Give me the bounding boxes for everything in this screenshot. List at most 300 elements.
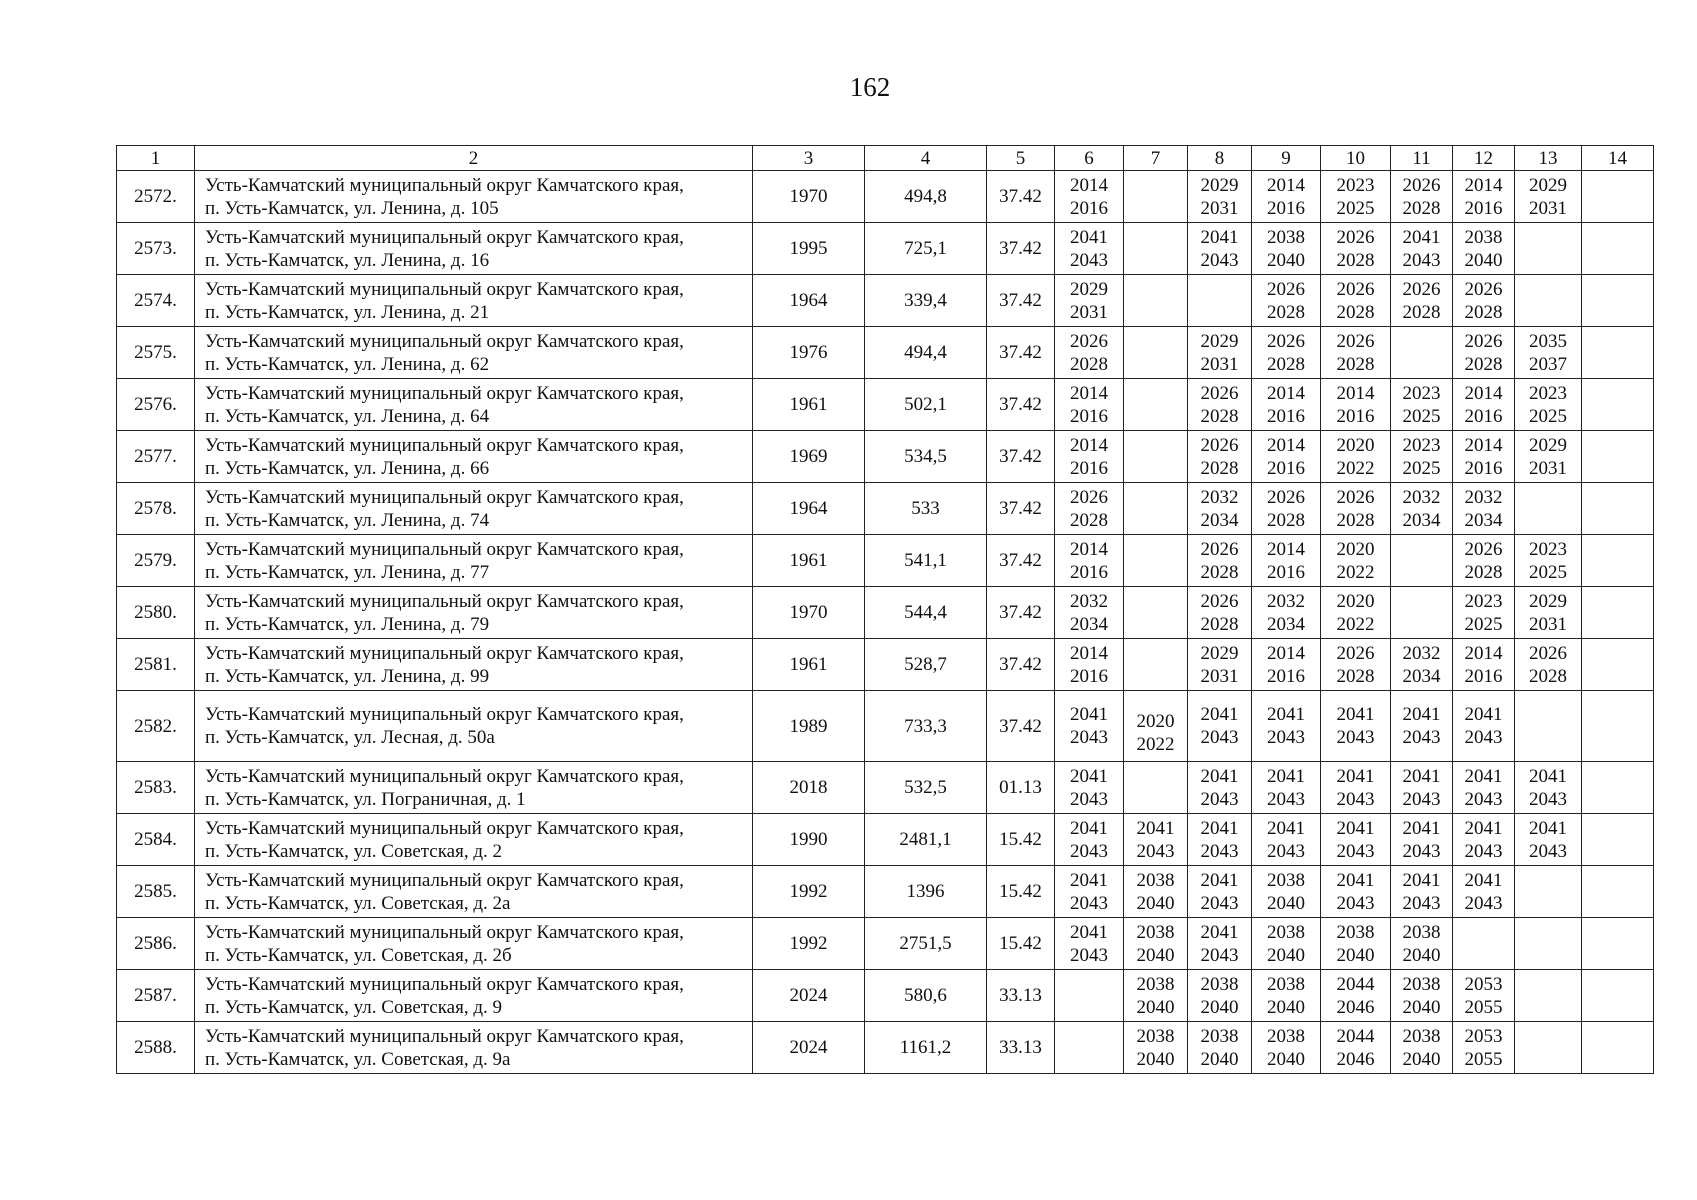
period-year: 2041: [1529, 765, 1567, 787]
period-year: 2014: [1070, 434, 1108, 456]
period-year: 2040: [1402, 1048, 1441, 1070]
year-cell: 1961: [753, 639, 865, 691]
period-year: 2016: [1070, 665, 1108, 687]
period-year: 2043: [1200, 788, 1239, 810]
period-cell-c11: [1391, 535, 1453, 587]
period-year: 2028: [1267, 301, 1305, 323]
period-year: 2028: [1200, 561, 1239, 583]
period-year: 2028: [1402, 301, 1441, 323]
period-year: 2043: [1200, 892, 1239, 914]
table-row: [117, 223, 1654, 275]
period-cell-c10: [1321, 691, 1391, 762]
row-number-cell: 2584.: [117, 814, 195, 866]
period-range: [1201, 174, 1239, 220]
period-cell-c7: [1124, 379, 1188, 431]
period-cell-c14: [1582, 483, 1654, 535]
period-year: 2038: [1267, 921, 1305, 943]
period-year: 2038: [1402, 921, 1441, 943]
period-cell-c14: [1582, 866, 1654, 918]
period-year: 2014: [1464, 174, 1503, 196]
period-year: 2029: [1200, 330, 1239, 352]
period-cell-c12: [1453, 814, 1515, 866]
period-cell-c8: [1188, 691, 1252, 762]
row-number-cell: 2582.: [117, 691, 195, 762]
period-cell-c6: [1055, 223, 1124, 275]
period-year: 2038: [1336, 921, 1375, 943]
period-cell-c11: [1391, 639, 1453, 691]
code-cell: 15.42: [987, 918, 1055, 970]
period-year: 2041: [1200, 817, 1239, 839]
period-range: [1070, 817, 1108, 863]
address-line: Усть-Камчатский муниципальный округ Камчатского края,: [205, 174, 684, 196]
period-cell-c9: [1252, 814, 1321, 866]
code-cell: 37.42: [987, 379, 1055, 431]
period-range: [1529, 330, 1567, 376]
period-year: 2043: [1402, 892, 1441, 914]
period-year: 2026: [1200, 382, 1239, 404]
period-year: 2028: [1267, 509, 1305, 531]
period-cell-c7: [1124, 866, 1188, 918]
period-year: 2040: [1267, 1048, 1305, 1070]
period-year: 2023: [1402, 434, 1441, 456]
area-cell: 1396: [865, 866, 987, 918]
period-year: 2038: [1136, 921, 1175, 943]
period-cell-c6: [1055, 814, 1124, 866]
area-cell: 533: [865, 483, 987, 535]
period-range: [1267, 765, 1305, 811]
year-cell: 1961: [753, 379, 865, 431]
address-cell: [195, 762, 753, 814]
period-year: 2032: [1070, 590, 1108, 612]
period-year: 2041: [1070, 817, 1108, 839]
column-header: 3: [753, 146, 865, 171]
period-range: [1267, 590, 1305, 636]
period-cell-c13: [1515, 535, 1582, 587]
period-year: 2041: [1267, 765, 1305, 787]
period-year: 2043: [1136, 840, 1175, 862]
column-header: 6: [1055, 146, 1124, 171]
table-row: [117, 535, 1654, 587]
period-range: [1201, 538, 1239, 584]
code-cell: 37.42: [987, 275, 1055, 327]
period-range: [1201, 590, 1239, 636]
period-range: [1201, 869, 1239, 915]
period-year: 2014: [1070, 538, 1108, 560]
address-line: Усть-Камчатский муниципальный округ Камчатского края,: [205, 382, 684, 404]
period-cell-c7: [1124, 431, 1188, 483]
code-cell: 37.42: [987, 587, 1055, 639]
period-year: 2034: [1200, 509, 1239, 531]
period-cell-c9: [1252, 431, 1321, 483]
period-cell-c6: [1055, 483, 1124, 535]
period-range: [1529, 538, 1567, 584]
period-year: 2016: [1464, 665, 1503, 687]
address-line: п. Усть-Камчатск, ул. Ленина, д. 21: [205, 301, 490, 323]
address-cell: [195, 171, 753, 223]
row-number-cell: 2580.: [117, 587, 195, 639]
period-year: 2041: [1464, 817, 1503, 839]
period-cell-c7: [1124, 327, 1188, 379]
period-year: 2041: [1070, 921, 1108, 943]
period-year: 2043: [1070, 788, 1108, 810]
period-year: 2038: [1267, 973, 1305, 995]
period-range: [1070, 642, 1108, 688]
period-year: 2014: [1267, 642, 1305, 664]
period-range: [1201, 226, 1239, 272]
period-cell-c14: [1582, 762, 1654, 814]
period-cell-c14: [1582, 587, 1654, 639]
period-range: [1070, 278, 1108, 324]
period-cell-c6: [1055, 1022, 1124, 1074]
period-year: 2043: [1070, 727, 1108, 748]
period-year: 2055: [1464, 996, 1503, 1018]
code-cell: 37.42: [987, 171, 1055, 223]
period-cell-c8: [1188, 1022, 1252, 1074]
code-cell: 15.42: [987, 866, 1055, 918]
code-cell: 01.13: [987, 762, 1055, 814]
column-header: 13: [1515, 146, 1582, 171]
address-line: Усть-Камчатский муниципальный округ Камчатского края,: [205, 921, 684, 943]
period-year: 2014: [1464, 382, 1503, 404]
address-line: Усть-Камчатский муниципальный округ Камчатского края,: [205, 704, 684, 725]
period-year: 2043: [1529, 788, 1567, 810]
period-cell-c12: [1453, 866, 1515, 918]
period-range: [1465, 434, 1503, 480]
period-year: 2026: [1070, 330, 1108, 352]
period-year: 2046: [1336, 1048, 1375, 1070]
table-row: [117, 762, 1654, 814]
period-range: [1267, 1025, 1305, 1071]
period-year: 2041: [1200, 704, 1239, 725]
period-year: 2026: [1464, 278, 1503, 300]
address-line: п. Усть-Камчатск, ул. Ленина, д. 79: [205, 613, 490, 635]
address-cell: [195, 431, 753, 483]
address-line: п. Усть-Камчатск, ул. Ленина, д. 105: [205, 197, 499, 219]
address-cell: [195, 814, 753, 866]
year-cell: 1964: [753, 483, 865, 535]
period-range: [1337, 174, 1375, 220]
period-cell-c7: [1124, 814, 1188, 866]
period-range: [1337, 434, 1375, 480]
period-range: [1465, 382, 1503, 428]
period-range: [1267, 330, 1305, 376]
period-cell-c13: [1515, 431, 1582, 483]
period-range: [1403, 174, 1441, 220]
area-cell: 2481,1: [865, 814, 987, 866]
period-year: 2014: [1070, 642, 1108, 664]
year-cell: 1976: [753, 327, 865, 379]
period-year: 2041: [1402, 817, 1441, 839]
period-cell-c10: [1321, 275, 1391, 327]
period-year: 2038: [1267, 1025, 1305, 1047]
year-cell: 1989: [753, 691, 865, 762]
row-number-cell: 2577.: [117, 431, 195, 483]
period-cell-c8: [1188, 171, 1252, 223]
period-cell-c12: [1453, 762, 1515, 814]
period-cell-c9: [1252, 866, 1321, 918]
address-line: п. Усть-Камчатск, ул. Советская, д. 9а: [205, 1048, 511, 1070]
period-range: [1337, 590, 1375, 636]
period-year: 2016: [1070, 197, 1108, 219]
year-cell: 1992: [753, 866, 865, 918]
period-year: 2038: [1402, 973, 1441, 995]
table-row: [117, 483, 1654, 535]
period-cell-c12: [1453, 379, 1515, 431]
period-year: 2023: [1529, 382, 1567, 404]
period-year: 2025: [1529, 561, 1567, 583]
address-line: Усть-Камчатский муниципальный округ Камчатского края,: [205, 486, 684, 508]
year-cell: 1964: [753, 275, 865, 327]
period-range: [1070, 330, 1108, 376]
period-cell-c6: [1055, 327, 1124, 379]
period-year: 2041: [1402, 226, 1441, 248]
period-year: 2014: [1267, 174, 1305, 196]
period-year: 2040: [1267, 249, 1305, 271]
period-year: 2016: [1267, 665, 1305, 687]
period-cell-c10: [1321, 1022, 1391, 1074]
period-cell-c14: [1582, 970, 1654, 1022]
period-range: [1070, 226, 1108, 272]
period-year: 2040: [1402, 996, 1441, 1018]
address-line: п. Усть-Камчатск, ул. Советская, д. 2: [205, 840, 503, 862]
period-cell-c9: [1252, 691, 1321, 762]
period-range: [1201, 486, 1239, 532]
period-cell-c7: [1124, 535, 1188, 587]
period-range: [1201, 973, 1239, 1019]
row-number-cell: 2578.: [117, 483, 195, 535]
period-cell-c10: [1321, 171, 1391, 223]
period-year: 2026: [1267, 330, 1305, 352]
period-year: 2034: [1070, 613, 1108, 635]
period-cell-c8: [1188, 918, 1252, 970]
period-year: 2028: [1336, 665, 1375, 687]
period-year: 2020: [1336, 434, 1375, 456]
period-cell-c6: [1055, 171, 1124, 223]
period-cell-c11: [1391, 431, 1453, 483]
period-cell-c10: [1321, 639, 1391, 691]
address-cell: [195, 535, 753, 587]
period-cell-c10: [1321, 762, 1391, 814]
address-cell: [195, 379, 753, 431]
period-year: 2031: [1200, 665, 1239, 687]
period-year: 2026: [1267, 278, 1305, 300]
period-cell-c7: [1124, 275, 1188, 327]
period-cell-c7: [1124, 223, 1188, 275]
period-range: [1529, 590, 1567, 636]
row-number-cell: 2576.: [117, 379, 195, 431]
period-year: 2041: [1402, 704, 1441, 725]
area-cell: 502,1: [865, 379, 987, 431]
period-cell-c14: [1582, 379, 1654, 431]
period-year: 2028: [1200, 457, 1239, 479]
table-row: [117, 1022, 1654, 1074]
period-year: 2043: [1200, 727, 1239, 748]
period-cell-c10: [1321, 587, 1391, 639]
period-cell-c8: [1188, 535, 1252, 587]
period-range: [1070, 921, 1108, 967]
area-cell: 339,4: [865, 275, 987, 327]
period-year: 2037: [1529, 353, 1567, 375]
period-range: [1403, 642, 1441, 688]
area-cell: 1161,2: [865, 1022, 987, 1074]
period-cell-c13: [1515, 327, 1582, 379]
period-cell-c9: [1252, 223, 1321, 275]
table-row: [117, 970, 1654, 1022]
column-header: 2: [195, 146, 753, 171]
row-number-cell: 2586.: [117, 918, 195, 970]
period-range: [1529, 174, 1567, 220]
period-year: 2043: [1464, 788, 1503, 810]
period-year: 2022: [1136, 734, 1175, 755]
period-range: [1465, 486, 1503, 532]
period-year: 2026: [1336, 330, 1375, 352]
period-year: 2028: [1200, 405, 1239, 427]
period-year: 2016: [1267, 197, 1305, 219]
period-cell-c8: [1188, 639, 1252, 691]
address-line: п. Усть-Камчатск, ул. Ленина, д. 62: [205, 353, 490, 375]
period-year: 2026: [1070, 486, 1108, 508]
period-year: 2028: [1464, 353, 1503, 375]
period-range: [1337, 382, 1375, 428]
period-year: 2034: [1267, 613, 1305, 635]
period-range: [1070, 382, 1108, 428]
period-range: [1465, 330, 1503, 376]
row-number-cell: 2585.: [117, 866, 195, 918]
period-range: [1267, 642, 1305, 688]
period-year: 2040: [1200, 1048, 1239, 1070]
period-range: [1465, 226, 1503, 272]
period-year: 2043: [1402, 788, 1441, 810]
period-year: 2035: [1529, 330, 1567, 352]
period-year: 2040: [1267, 996, 1305, 1018]
period-year: 2041: [1070, 869, 1108, 891]
period-cell-c14: [1582, 814, 1654, 866]
period-range: [1465, 538, 1503, 584]
period-cell-c13: [1515, 866, 1582, 918]
period-year: 2038: [1200, 973, 1239, 995]
period-cell-c11: [1391, 327, 1453, 379]
period-range: [1070, 486, 1108, 532]
area-cell: 494,4: [865, 327, 987, 379]
period-cell-c11: [1391, 762, 1453, 814]
year-cell: 1990: [753, 814, 865, 866]
period-year: 2028: [1336, 301, 1375, 323]
period-cell-c10: [1321, 866, 1391, 918]
period-year: 2040: [1136, 892, 1175, 914]
address-cell: [195, 866, 753, 918]
table-row: [117, 379, 1654, 431]
period-range: [1267, 703, 1305, 749]
period-range: [1403, 486, 1441, 532]
period-cell-c13: [1515, 223, 1582, 275]
period-year: 2041: [1070, 704, 1108, 725]
address-cell: [195, 639, 753, 691]
period-cell-c9: [1252, 535, 1321, 587]
period-year: 2016: [1070, 561, 1108, 583]
period-cell-c14: [1582, 918, 1654, 970]
period-year: 2043: [1070, 249, 1108, 271]
area-cell: 534,5: [865, 431, 987, 483]
area-cell: 725,1: [865, 223, 987, 275]
address-line: п. Усть-Камчатск, ул. Советская, д. 2б: [205, 944, 512, 966]
period-year: 2043: [1529, 840, 1567, 862]
period-year: 2038: [1136, 869, 1175, 891]
column-header: 7: [1124, 146, 1188, 171]
period-cell-c6: [1055, 639, 1124, 691]
period-cell-c11: [1391, 970, 1453, 1022]
area-cell: 733,3: [865, 691, 987, 762]
area-cell: 2751,5: [865, 918, 987, 970]
period-year: 2026: [1336, 226, 1375, 248]
period-year: 2014: [1464, 434, 1503, 456]
period-year: 2014: [1267, 434, 1305, 456]
period-year: 2025: [1402, 457, 1441, 479]
address-line: п. Усть-Камчатск, ул. Ленина, д. 77: [205, 561, 490, 583]
address-cell: [195, 275, 753, 327]
period-cell-c13: [1515, 1022, 1582, 1074]
period-year: 2020: [1336, 538, 1375, 560]
period-range: [1403, 765, 1441, 811]
period-range: [1465, 817, 1503, 863]
period-range: [1403, 869, 1441, 915]
period-cell-c13: [1515, 639, 1582, 691]
period-range: [1465, 973, 1503, 1019]
period-cell-c7: [1124, 691, 1188, 762]
period-range: [1201, 921, 1239, 967]
period-year: 2028: [1200, 613, 1239, 635]
period-year: 2043: [1336, 840, 1375, 862]
period-cell-c10: [1321, 223, 1391, 275]
period-range: [1137, 921, 1175, 967]
period-year: 2023: [1336, 174, 1375, 196]
period-cell-c12: [1453, 275, 1515, 327]
period-year: 2043: [1200, 840, 1239, 862]
table-row: [117, 918, 1654, 970]
period-range: [1465, 869, 1503, 915]
period-year: 2026: [1336, 278, 1375, 300]
period-cell-c11: [1391, 223, 1453, 275]
period-cell-c14: [1582, 327, 1654, 379]
address-line: п. Усть-Камчатск, ул. Пограничная, д. 1: [205, 788, 526, 810]
period-range: [1201, 434, 1239, 480]
code-cell: 37.42: [987, 327, 1055, 379]
period-year: 2031: [1529, 197, 1567, 219]
period-cell-c11: [1391, 171, 1453, 223]
year-cell: 1995: [753, 223, 865, 275]
period-year: 2022: [1336, 457, 1375, 479]
period-cell-c11: [1391, 275, 1453, 327]
period-year: 2043: [1200, 944, 1239, 966]
period-year: 2022: [1336, 613, 1375, 635]
period-year: 2041: [1070, 765, 1108, 787]
period-year: 2043: [1070, 944, 1108, 966]
period-range: [1070, 434, 1108, 480]
period-range: [1529, 765, 1567, 811]
column-header: 10: [1321, 146, 1391, 171]
period-year: 2040: [1336, 944, 1375, 966]
period-year: 2053: [1464, 973, 1503, 995]
period-range: [1267, 869, 1305, 915]
period-cell-c12: [1453, 327, 1515, 379]
period-cell-c7: [1124, 639, 1188, 691]
period-year: 2040: [1267, 892, 1305, 914]
period-year: 2041: [1136, 817, 1175, 839]
period-range: [1137, 817, 1175, 863]
period-range: [1267, 486, 1305, 532]
period-year: 2041: [1200, 226, 1239, 248]
period-cell-c8: [1188, 587, 1252, 639]
period-range: [1070, 174, 1108, 220]
